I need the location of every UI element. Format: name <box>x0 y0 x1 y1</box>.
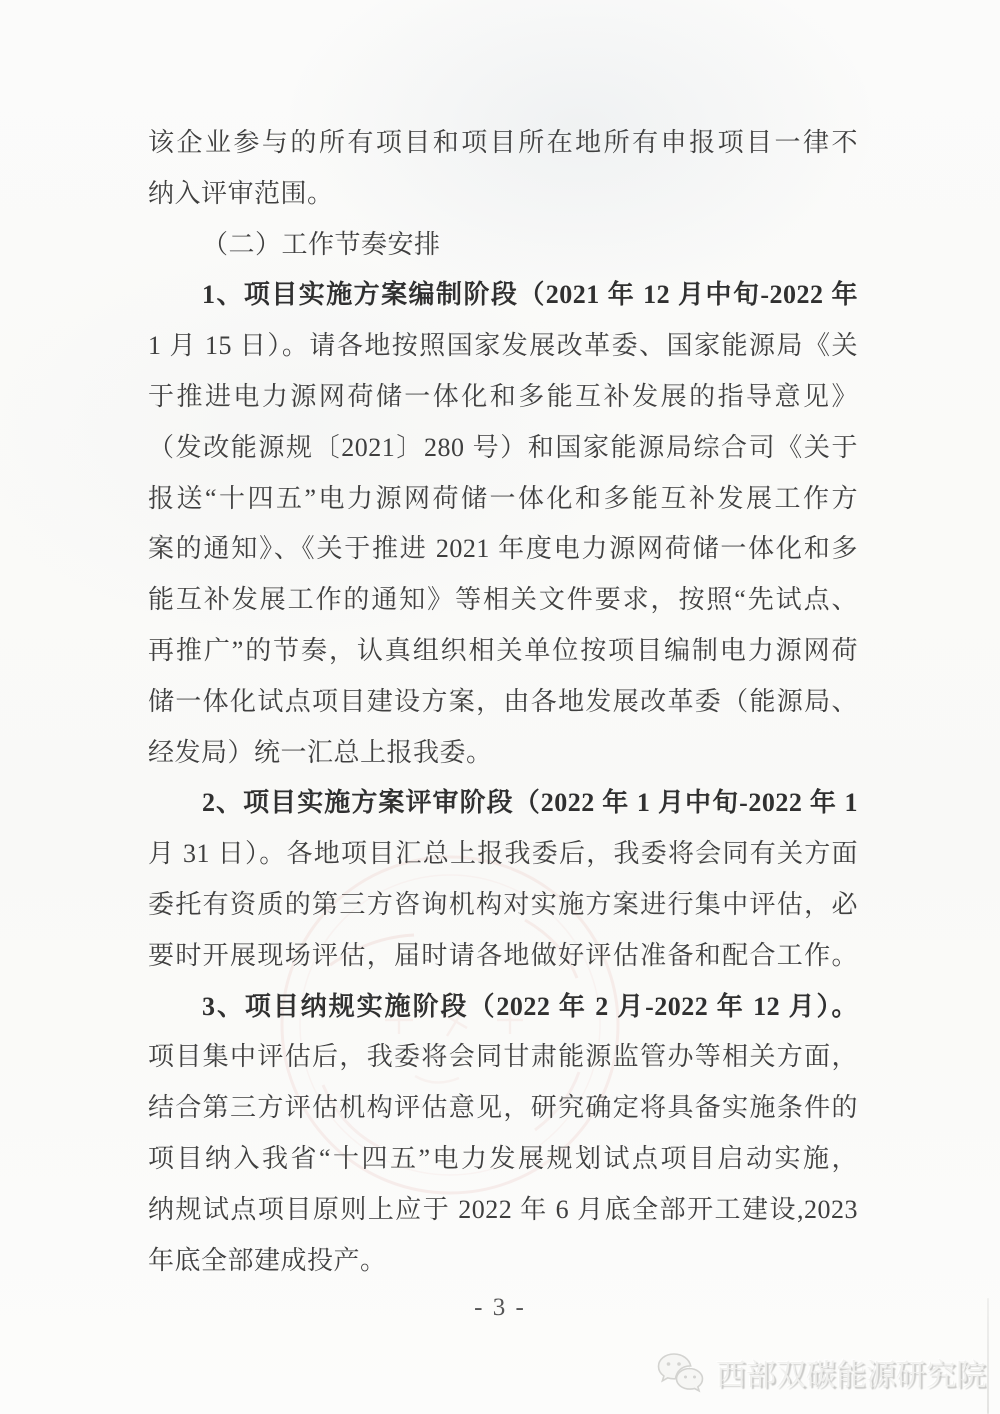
page-number: - 3 - <box>474 1294 526 1321</box>
text-line: 再推广”的节奏，认真组织相关单位按项目编制电力源网荷 <box>148 635 858 665</box>
text-line: 纳入评审范围。 <box>148 178 334 208</box>
text-line: 储一体化试点项目建设方案，由各地发展改革委（能源局、 <box>148 686 858 716</box>
document-body <box>148 118 858 1286</box>
text-line: 能互补发展工作的通知》等相关文件要求，按照“先试点、 <box>148 585 858 615</box>
text-line: （二）工作节奏安排 <box>202 229 441 259</box>
text-line: 3、项目纳规实施阶段（2022 年 2 月-2022 年 12 月）。 <box>202 991 858 1021</box>
text-line: 1 月 15 日）。请各地按照国家发展改革委、国家能源局《关 <box>148 331 858 361</box>
text-line: 要时开展现场评估，届时请各地做好评估准备和配合工作。 <box>148 940 858 970</box>
text-line: 项目纳入我省“十四五”电力发展规划试点项目启动实施， <box>148 1143 858 1173</box>
text-line: 结合第三方评估机构评估意见，研究确定将具备实施条件的 <box>148 1093 858 1123</box>
text-line: 报送“十四五”电力源网荷储一体化和多能互补发展工作方 <box>148 483 858 513</box>
text-line: 纳规试点项目原则上应于 2022 年 6 月底全部开工建设,2023 <box>148 1194 858 1224</box>
text-line: （发改能源规〔2021〕280 号）和国家能源局综合司《关于 <box>148 432 858 462</box>
text-line: 1、项目实施方案编制阶段（2021 年 12 月中旬-2022 年 <box>202 280 858 310</box>
text-line: 委托有资质的第三方咨询机构对实施方案进行集中评估，必 <box>148 889 858 919</box>
text-line: 年底全部建成投产。 <box>148 1245 387 1275</box>
text-line: 经发局）统一汇总上报我委。 <box>148 737 493 767</box>
text-line: 于推进电力源网荷储一体化和多能互补发展的指导意见》 <box>148 381 858 411</box>
text-line: 该企业参与的所有项目和项目所在地所有申报项目一律不 <box>148 128 858 157</box>
text-line: 月 31 日）。各地项目汇总上报我委后，我委将会同有关方面 <box>148 839 858 869</box>
wechat-icon <box>656 1351 706 1393</box>
text-line: 案的通知》、《关于推进 2021 年度电力源网荷储一体化和多 <box>148 534 858 564</box>
watermark-text: 西部双碳能源研究院 <box>716 1359 986 1392</box>
text-line: 项目集中评估后，我委将会同甘肃能源监管办等相关方面， <box>148 1042 858 1072</box>
scan-edge-artifact <box>987 1298 989 1414</box>
text-line: 2、项目实施方案评审阶段（2022 年 1 月中旬-2022 年 1 <box>202 788 858 818</box>
watermark <box>656 1350 986 1394</box>
